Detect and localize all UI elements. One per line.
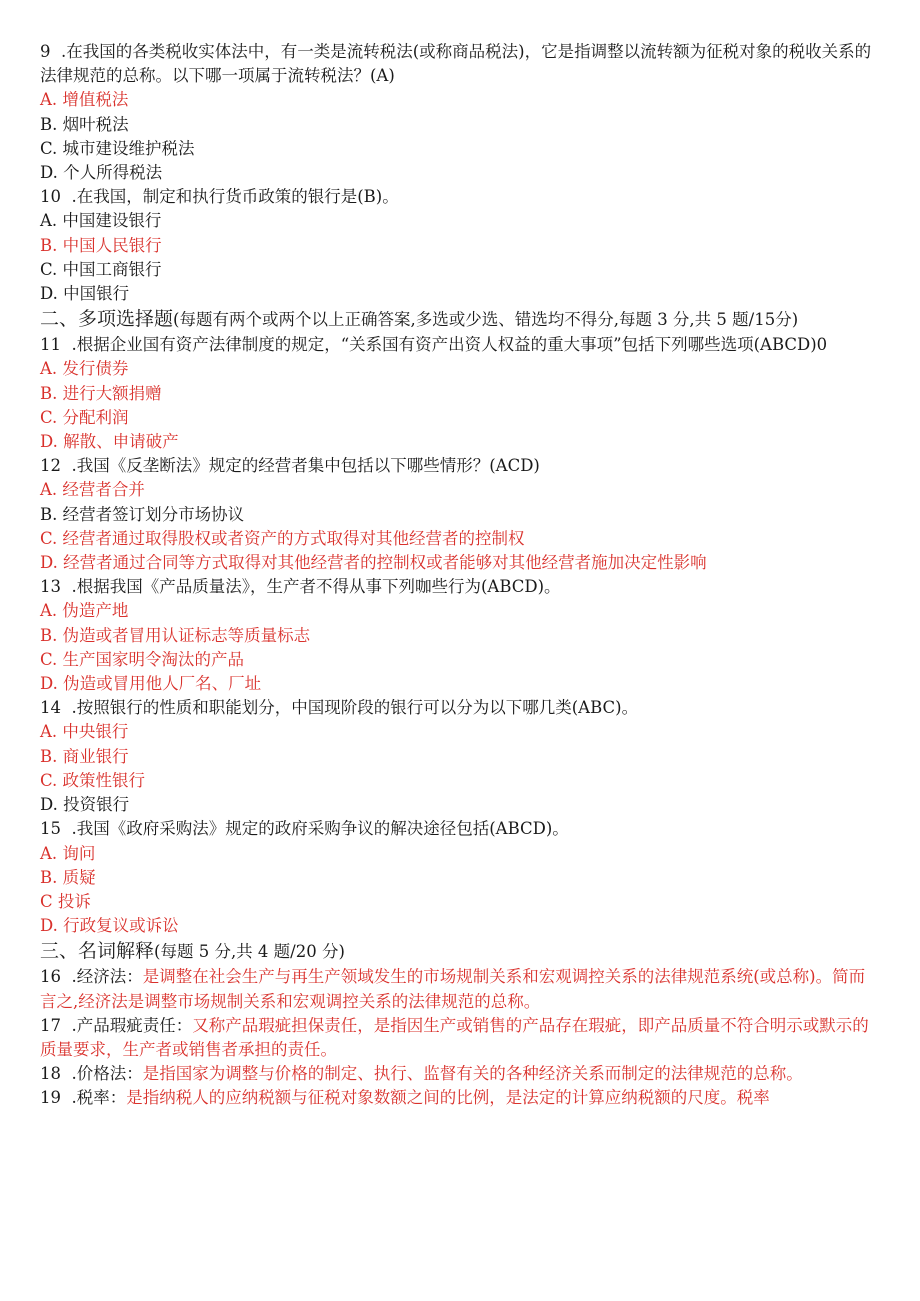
question-11-stem: 11 .根据企业国有资产法律制度的规定，“关系国有资产出资人权益的重大事项”包括下列哪些选项(ABCD)0 xyxy=(40,335,828,355)
question-14-stem: 14 .按照银行的性质和职能划分，中国现阶段的银行可以分为以下哪几类(ABC)。 xyxy=(40,698,639,718)
section-title: 二、多项选择题 xyxy=(40,308,174,331)
definition-18 xyxy=(40,1062,880,1086)
option-a: A. 伪造产地 xyxy=(40,601,129,621)
definition-number: 16 . xyxy=(40,967,77,987)
option-d: D. 解散、申请破产 xyxy=(40,432,179,452)
option-d: D. 中国银行 xyxy=(40,284,130,304)
option-d: D. 行政复议或诉讼 xyxy=(40,916,179,936)
option-b: B. 伪造或者冒用认证标志等质量标志 xyxy=(40,625,311,645)
option-c: C. 政策性银行 xyxy=(40,770,146,790)
option-c: C. 分配利润 xyxy=(40,407,129,427)
option-b: B. 质疑 xyxy=(40,867,96,887)
definition-17 xyxy=(40,1014,880,1062)
option-c: C. 经营者通过取得股权或者资产的方式取得对其他经营者的控制权 xyxy=(40,528,525,548)
option-c: C. 城市建设维护税法 xyxy=(40,138,195,158)
question-13-stem: 13 .根据我国《产品质量法》，生产者不得从事下列咖些行为(ABCD)。 xyxy=(40,577,561,597)
definition-term: 价格法： xyxy=(76,1064,143,1084)
option-a: A. 发行债券 xyxy=(40,359,129,379)
option-d: D. 伪造或冒用他人厂名、厂址 xyxy=(40,674,262,694)
definition-text: 是调整在社会生产与再生产领域发生的市场规制关系和宏观调控关系的法律规范系统(或总称)。简而言之,经济法是调整市场规制关系和宏观调控关系的法律规范的总称。 xyxy=(40,967,866,1011)
option-d: D. 经营者通过合同等方式取得对其他经营者的控制权或者能够对其他经营者施加决定性影响 xyxy=(40,553,707,573)
option-a: A. 增值税法 xyxy=(40,90,129,110)
option-b: B. 进行大额捐赠 xyxy=(40,383,162,403)
option-a: A. 询问 xyxy=(40,843,96,863)
definition-text: 又称产品瑕疵担保责任，是指因生产或销售的产品存在瑕疵，即产品质量不符合明示或默示的质量要求，生产者或销售者承担的责任。 xyxy=(40,1015,869,1059)
question-15-stem: 15 .我国《政府采购法》规定的政府采购争议的解决途径包括(ABCD)。 xyxy=(40,819,569,839)
definition-16 xyxy=(40,965,880,1013)
definition-text: 是指国家为调整与价格的制定、执行、监督有关的各种经济关系而制定的法律规范的总称。 xyxy=(142,1064,803,1084)
definition-text: 是指纳税人的应纳税额与征税对象数额之间的比例，是法定的计算应纳税额的尺度。税率 xyxy=(126,1088,770,1108)
definition-number: 18 . xyxy=(40,1064,77,1084)
option-b: B. 烟叶税法 xyxy=(40,114,129,134)
definition-term: 税率： xyxy=(76,1088,127,1108)
option-d: D. 个人所得税法 xyxy=(40,163,163,183)
option-b: B. 中国人民银行 xyxy=(40,235,162,255)
option-b: B. 经营者签订划分市场协议 xyxy=(40,504,245,524)
definition-number: 19 . xyxy=(40,1088,77,1108)
definition-number: 17 . xyxy=(40,1015,77,1035)
definition-19 xyxy=(40,1086,880,1110)
option-a: A. 经营者合并 xyxy=(40,480,145,500)
definition-term: 经济法： xyxy=(76,967,143,987)
option-a: A. 中央银行 xyxy=(40,722,129,742)
option-c: C. 中国工商银行 xyxy=(40,259,162,279)
option-c: C 投诉 xyxy=(40,891,91,911)
document-page xyxy=(40,40,880,1111)
option-c: C. 生产国家明令淘汰的产品 xyxy=(40,649,245,669)
option-b: B. 商业银行 xyxy=(40,746,129,766)
definition-term: 产品瑕疵责任： xyxy=(76,1015,193,1035)
section-3-heading xyxy=(40,938,880,965)
question-10-stem: 10 .在我国，制定和执行货币政策的银行是(B)。 xyxy=(40,187,399,207)
section-note: (每题 5 分,共 4 题/20 分) xyxy=(154,942,345,962)
section-note: (每题有两个或两个以上正确答案,多选或少选、错选均不得分,每题 3 分,共 5 题/15分) xyxy=(173,310,799,330)
section-title: 三、名词解释 xyxy=(40,940,155,963)
section-2-heading xyxy=(40,306,880,333)
option-d: D. 投资银行 xyxy=(40,795,130,815)
option-a: A. 中国建设银行 xyxy=(40,211,162,231)
question-9-stem: 9 .在我国的各类税收实体法中，有一类是流转税法(或称商品税法)，它是指调整以流转额为征税对象的税收关系的法律规范的总称。以下哪一项属于流转税法？(A) xyxy=(40,42,872,86)
question-12-stem: 12 .我国《反垄断法》规定的经营者集中包括以下哪些情形？(ACD) xyxy=(40,456,540,476)
